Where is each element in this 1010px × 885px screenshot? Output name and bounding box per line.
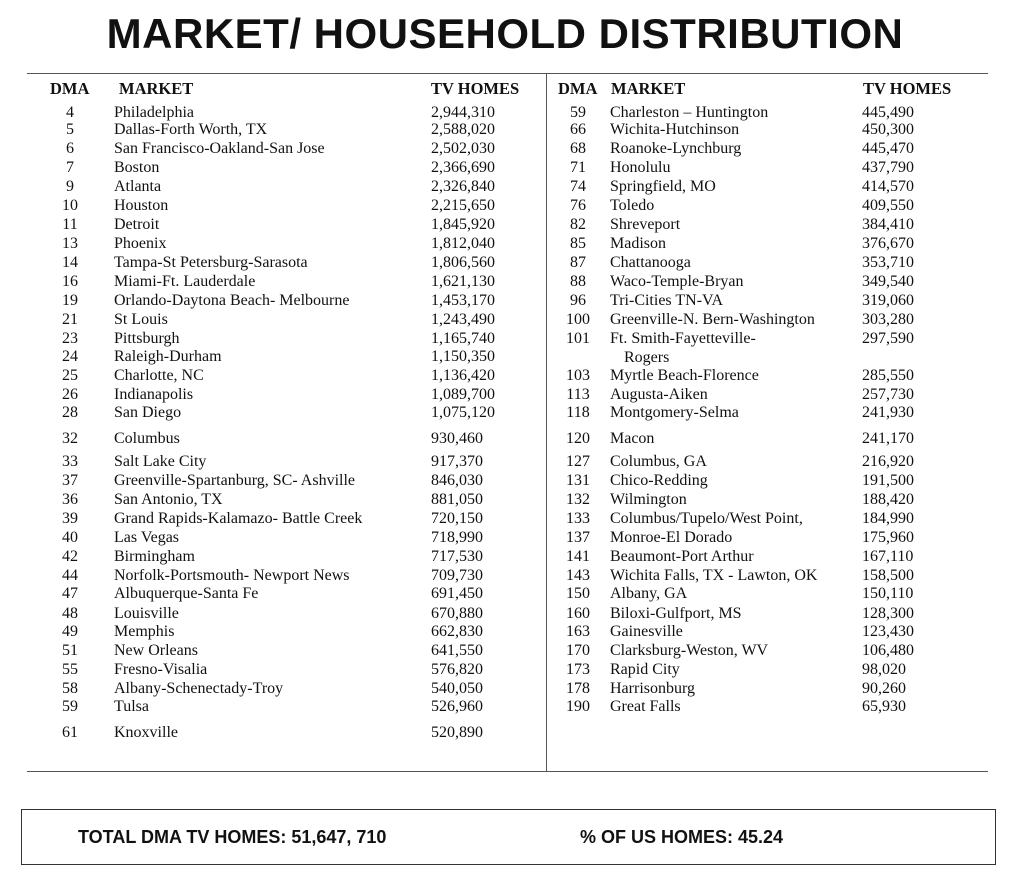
tv-homes-value: 641,550	[431, 642, 483, 659]
table-row	[558, 642, 1010, 661]
dma-number: 133	[566, 510, 590, 527]
dma-number: 178	[566, 680, 590, 697]
dma-number: 113	[566, 386, 590, 403]
market-name: Augusta-Aiken	[610, 386, 708, 403]
market-name: Shreveport	[610, 216, 681, 233]
bottom-rule	[27, 771, 988, 772]
dma-number: 40	[62, 529, 78, 546]
table-row	[558, 235, 1010, 254]
dma-number: 173	[566, 661, 590, 678]
table-row	[558, 529, 1010, 548]
market-name: Detroit	[114, 216, 160, 233]
table-row	[50, 367, 520, 386]
table-row	[558, 386, 1010, 405]
table-row	[50, 140, 520, 159]
dma-number: 85	[570, 235, 586, 252]
tv-homes-value: 297,590	[862, 330, 914, 347]
dma-number: 24	[62, 348, 78, 365]
table-row	[50, 330, 520, 349]
dma-number: 141	[566, 548, 590, 565]
left-market-header: MARKET	[119, 79, 194, 98]
dma-number: 47	[62, 585, 78, 602]
dma-number: 118	[566, 404, 590, 421]
dma-number: 32	[62, 430, 78, 447]
dma-number: 100	[566, 311, 590, 328]
total-dma-tv-homes: TOTAL DMA TV HOMES: 51,647, 710	[78, 827, 387, 847]
market-name: Columbus/Tupelo/West Point,	[610, 510, 803, 527]
table-row	[50, 472, 520, 491]
table-row	[558, 311, 1010, 330]
dma-number: 16	[62, 273, 78, 290]
market-name: Wichita Falls, TX - Lawton, OK	[610, 567, 818, 584]
tv-homes-value: 691,450	[431, 585, 483, 602]
tv-homes-value: 241,930	[862, 404, 914, 421]
market-name: San Francisco-Oakland-San Jose	[114, 140, 325, 157]
table-row	[50, 178, 520, 197]
dma-number: 51	[62, 642, 78, 659]
dma-number: 96	[570, 292, 586, 309]
tv-homes-value: 409,550	[862, 197, 914, 214]
market-name: Atlanta	[114, 178, 162, 195]
tv-homes-value: 188,420	[862, 491, 914, 508]
table-row	[558, 197, 1010, 216]
dma-number: 163	[566, 623, 590, 640]
market-name: San Antonio, TX	[114, 491, 223, 508]
tv-homes-value: 158,500	[862, 567, 914, 584]
market-name: Phoenix	[114, 235, 167, 252]
tv-homes-value: 2,588,020	[431, 121, 495, 138]
market-name: Fresno-Visalia	[114, 661, 208, 678]
right-dma-header: DMA	[558, 79, 598, 98]
table-row	[50, 404, 520, 423]
tv-homes-value: 881,050	[431, 491, 483, 508]
dma-number: 71	[570, 159, 586, 176]
left-tv-homes-header: TV HOMES	[431, 79, 520, 98]
tv-homes-value: 98,020	[862, 661, 906, 678]
market-name: Beaumont-Port Arthur	[610, 548, 754, 565]
table-row	[50, 311, 520, 330]
market-name: Miami-Ft. Lauderdale	[114, 273, 256, 290]
tv-homes-value: 1,806,560	[431, 254, 495, 271]
tv-homes-value: 2,502,030	[431, 140, 495, 157]
tv-homes-value: 1,075,120	[431, 404, 495, 421]
dma-number: 19	[62, 292, 78, 309]
table-row	[558, 367, 1010, 386]
tv-homes-value: 437,790	[862, 159, 914, 176]
market-name: Charlotte, NC	[114, 367, 204, 384]
dma-number: 150	[566, 585, 590, 602]
market-name: Birmingham	[114, 548, 195, 565]
table-row	[558, 548, 1010, 567]
dma-number: 160	[566, 605, 590, 622]
market-name: Boston	[114, 159, 160, 176]
market-name: Macon	[610, 430, 655, 447]
tv-homes-value: 191,500	[862, 472, 914, 489]
tv-homes-value: 1,621,130	[431, 273, 495, 290]
table-row	[50, 453, 520, 472]
table-row	[558, 585, 1010, 604]
table-row	[50, 254, 520, 273]
table-row	[50, 510, 520, 529]
tv-homes-value: 717,530	[431, 548, 483, 565]
tv-homes-value: 1,453,170	[431, 292, 495, 309]
table-row	[558, 453, 1010, 472]
market-name: Orlando-Daytona Beach- Melbourne	[114, 292, 350, 309]
tv-homes-value: 709,730	[431, 567, 483, 584]
dma-number: 82	[570, 216, 586, 233]
tv-homes-value: 2,215,650	[431, 197, 495, 214]
market-name: Dallas-Forth Worth, TX	[114, 121, 268, 138]
tv-homes-value: 917,370	[431, 453, 483, 470]
table-row	[558, 140, 1010, 159]
table-row	[50, 585, 520, 604]
tv-homes-value: 540,050	[431, 680, 483, 697]
tv-homes-value: 670,880	[431, 605, 483, 622]
table-row	[558, 510, 1010, 529]
tv-homes-value: 445,470	[862, 140, 914, 157]
dma-number: 21	[62, 311, 78, 328]
market-name: Chattanooga	[610, 254, 691, 271]
dma-number: 23	[62, 330, 78, 347]
table-row	[558, 292, 1010, 311]
dma-number: 49	[62, 623, 78, 640]
table-row	[50, 386, 520, 405]
tv-homes-value: 576,820	[431, 661, 483, 678]
table-row	[558, 430, 1010, 449]
tv-homes-value: 720,150	[431, 510, 483, 527]
table-row	[50, 548, 520, 567]
market-name-continued: Rogers	[624, 349, 670, 366]
tv-homes-value: 216,920	[862, 453, 914, 470]
dma-number: 14	[62, 254, 78, 271]
tv-homes-value: 1,243,490	[431, 311, 495, 328]
tv-homes-value: 106,480	[862, 642, 914, 659]
market-name: Wilmington	[610, 491, 687, 508]
dma-number: 131	[566, 472, 590, 489]
dma-number: 55	[62, 661, 78, 678]
tv-homes-value: 846,030	[431, 472, 483, 489]
market-name: Tulsa	[114, 698, 149, 715]
table-row	[50, 623, 520, 642]
market-name: New Orleans	[114, 642, 198, 659]
tv-homes-value: 90,260	[862, 680, 906, 697]
table-row	[558, 121, 1010, 140]
dma-number: 4	[66, 104, 74, 121]
table-row	[50, 273, 520, 292]
market-name: Madison	[610, 235, 666, 252]
market-name: Harrisonburg	[610, 680, 696, 697]
tv-homes-value: 930,460	[431, 430, 483, 447]
dma-number: 101	[566, 330, 590, 347]
dma-number: 48	[62, 605, 78, 622]
market-name: Salt Lake City	[114, 453, 207, 470]
table-row	[50, 235, 520, 254]
table-row	[558, 680, 1010, 699]
dma-number: 143	[566, 567, 590, 584]
market-name: Toledo	[610, 197, 655, 214]
dma-number: 58	[62, 680, 78, 697]
market-name: Springfield, MO	[610, 178, 716, 195]
market-name: Biloxi-Gulfport, MS	[610, 605, 742, 622]
tv-homes-value: 349,540	[862, 273, 914, 290]
dma-number: 11	[62, 216, 78, 233]
tv-homes-value: 123,430	[862, 623, 914, 640]
column-divider	[546, 74, 547, 772]
dma-number: 10	[62, 197, 78, 214]
table-row	[558, 472, 1010, 491]
table-row	[50, 605, 520, 624]
dma-number: 76	[570, 197, 586, 214]
market-name: Houston	[114, 197, 169, 214]
dma-number: 132	[566, 491, 590, 508]
tv-homes-value: 184,990	[862, 510, 914, 527]
dma-number: 25	[62, 367, 78, 384]
tv-homes-value: 450,300	[862, 121, 914, 138]
table-row	[50, 121, 520, 140]
market-name: Tri-Cities TN-VA	[610, 292, 724, 309]
tv-homes-value: 520,890	[431, 724, 483, 741]
table-row	[558, 273, 1010, 292]
tv-homes-value: 662,830	[431, 623, 483, 640]
market-name: Gainesville	[610, 623, 683, 640]
market-name: Raleigh-Durham	[114, 348, 222, 365]
market-name: Clarksburg-Weston, WV	[610, 642, 769, 659]
table-row	[50, 216, 520, 235]
dma-number: 36	[62, 491, 78, 508]
market-name: Philadelphia	[114, 104, 194, 121]
tv-homes-value: 2,366,690	[431, 159, 495, 176]
table-row	[50, 529, 520, 548]
dma-number: 103	[566, 367, 590, 384]
table-row	[558, 254, 1010, 273]
market-name: Las Vegas	[114, 529, 180, 546]
market-name: Greenville-N. Bern-Washington	[610, 311, 815, 328]
dma-number: 120	[566, 430, 590, 447]
tv-homes-value: 2,944,310	[431, 104, 495, 121]
dma-number: 39	[62, 510, 78, 527]
dma-number: 13	[62, 235, 78, 252]
tv-homes-value: 1,150,350	[431, 348, 495, 365]
market-name: Columbus	[114, 430, 180, 447]
dma-number: 127	[566, 453, 590, 470]
market-name: Myrtle Beach-Florence	[610, 367, 759, 384]
tv-homes-value: 167,110	[862, 548, 914, 565]
market-name: Montgomery-Selma	[610, 404, 739, 421]
dma-number: 37	[62, 472, 78, 489]
tv-homes-value: 2,326,840	[431, 178, 495, 195]
market-name: Pittsburgh	[114, 330, 180, 347]
market-name: Waco-Temple-Bryan	[610, 273, 744, 290]
dma-number: 66	[570, 121, 586, 138]
tv-homes-value: 285,550	[862, 367, 914, 384]
table-row	[558, 491, 1010, 510]
tv-homes-value: 718,990	[431, 529, 483, 546]
dma-number: 190	[566, 698, 590, 715]
market-name: Honolulu	[610, 159, 671, 176]
table-row	[50, 661, 520, 680]
market-name: Memphis	[114, 623, 175, 640]
market-name: St Louis	[114, 311, 168, 328]
dma-number: 5	[66, 121, 74, 138]
dma-number: 87	[570, 254, 586, 271]
table-row	[50, 197, 520, 216]
tv-homes-value: 526,960	[431, 698, 483, 715]
tv-homes-value: 353,710	[862, 254, 914, 271]
dma-number: 44	[62, 567, 78, 584]
dma-number: 68	[570, 140, 586, 157]
table-row	[558, 661, 1010, 680]
tv-homes-value: 175,960	[862, 529, 914, 546]
dma-number: 59	[62, 698, 78, 715]
market-name: Rapid City	[610, 661, 680, 678]
market-name: Columbus, GA	[610, 453, 707, 470]
market-name: Tampa-St Petersburg-Sarasota	[114, 254, 308, 271]
dma-number: 42	[62, 548, 78, 565]
market-name: Albany, GA	[610, 585, 688, 602]
market-name: Roanoke-Lynchburg	[610, 140, 742, 157]
dma-number: 26	[62, 386, 78, 403]
table-row	[558, 623, 1010, 642]
table-row	[558, 216, 1010, 235]
table-row	[50, 680, 520, 699]
table-row	[50, 430, 520, 449]
right-market-header: MARKET	[611, 79, 686, 98]
market-name: Knoxville	[114, 724, 178, 741]
tv-homes-value: 128,300	[862, 605, 914, 622]
tv-homes-value: 319,060	[862, 292, 914, 309]
tv-homes-value: 384,410	[862, 216, 914, 233]
table-row	[50, 159, 520, 178]
tv-homes-value: 1,165,740	[431, 330, 495, 347]
market-name: Greenville-Spartanburg, SC- Ashville	[114, 472, 355, 489]
tv-homes-value: 65,930	[862, 698, 906, 715]
tv-homes-value: 257,730	[862, 386, 914, 403]
market-name: Norfolk-Portsmouth- Newport News	[114, 567, 350, 584]
table-row	[50, 567, 520, 586]
dma-number: 170	[566, 642, 590, 659]
table-row	[558, 178, 1010, 197]
percent-us-homes: % OF US HOMES: 45.24	[580, 827, 784, 847]
tv-homes-value: 1,136,420	[431, 367, 495, 384]
market-name: Indianapolis	[114, 386, 194, 403]
left-dma-header: DMA	[50, 79, 90, 98]
table-row	[558, 330, 1010, 368]
dma-number: 59	[570, 104, 586, 121]
market-name: Great Falls	[610, 698, 681, 715]
table-row	[558, 698, 1010, 717]
table-row	[50, 698, 520, 717]
table-row	[50, 724, 520, 743]
dma-number: 74	[570, 178, 586, 195]
table-row	[558, 567, 1010, 586]
dma-number: 7	[66, 159, 74, 176]
dma-number: 88	[570, 273, 586, 290]
header-rule	[27, 73, 988, 74]
dma-number: 28	[62, 404, 78, 421]
table-row	[50, 642, 520, 661]
table-row	[50, 348, 520, 367]
tv-homes-value: 1,812,040	[431, 235, 495, 252]
dma-number: 61	[62, 724, 78, 741]
dma-number: 9	[66, 178, 74, 195]
market-name: Louisville	[114, 605, 179, 622]
tv-homes-value: 241,170	[862, 430, 914, 447]
market-name: Charleston – Huntington	[610, 104, 769, 121]
market-name: Monroe-El Dorado	[610, 529, 733, 546]
market-name: Albuquerque-Santa Fe	[114, 585, 259, 602]
page-title: MARKET/ HOUSEHOLD DISTRIBUTION	[106, 10, 904, 57]
tv-homes-value: 150,110	[862, 585, 914, 602]
dma-number: 137	[566, 529, 590, 546]
market-name: Wichita-Hutchinson	[610, 121, 740, 138]
table-row	[558, 159, 1010, 178]
table-row	[558, 605, 1010, 624]
tv-homes-value: 303,280	[862, 311, 914, 328]
market-name: Chico-Redding	[610, 472, 708, 489]
table-row	[50, 292, 520, 311]
tv-homes-value: 376,670	[862, 235, 914, 252]
market-name: Grand Rapids-Kalamazo- Battle Creek	[114, 510, 363, 527]
right-tv-homes-header: TV HOMES	[863, 79, 952, 98]
tv-homes-value: 414,570	[862, 178, 914, 195]
table-row	[558, 404, 1010, 423]
market-name: Albany-Schenectady-Troy	[114, 680, 284, 697]
market-name: Ft. Smith-Fayetteville-	[610, 330, 756, 347]
tv-homes-value: 445,490	[862, 104, 914, 121]
dma-number: 33	[62, 453, 78, 470]
tv-homes-value: 1,089,700	[431, 386, 495, 403]
table-row	[50, 491, 520, 510]
tv-homes-value: 1,845,920	[431, 216, 495, 233]
market-name: San Diego	[114, 404, 182, 421]
dma-number: 6	[66, 140, 74, 157]
